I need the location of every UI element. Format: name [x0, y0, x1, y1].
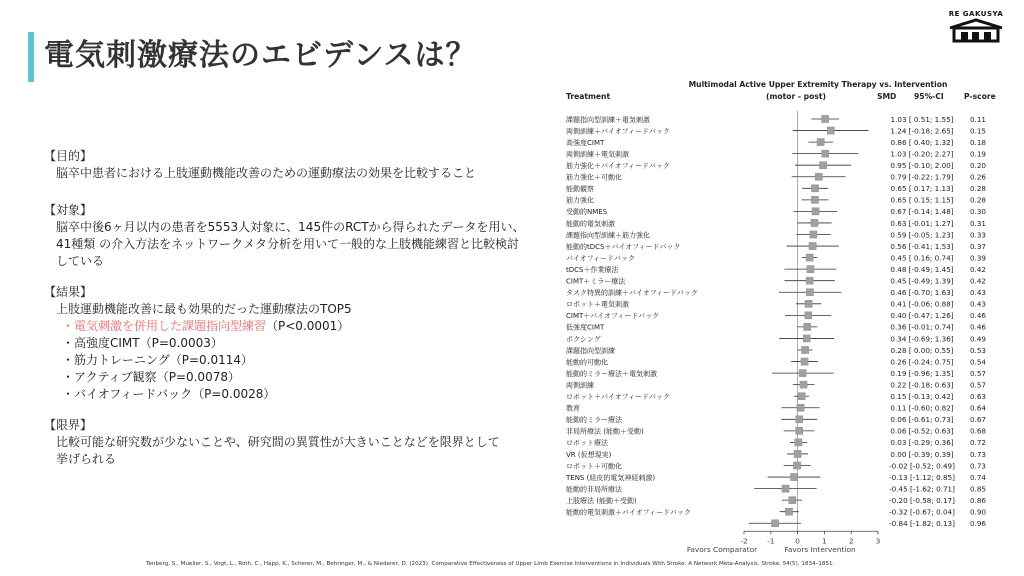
pscore-value: 0.68: [969, 426, 986, 436]
smd-ci-value: 0.59 [-0.05; 1.23]: [890, 230, 954, 240]
treatment-label: 受動的NMES: [566, 208, 608, 217]
smd-ci-value: 0.03 [-0.29; 0.36]: [890, 438, 954, 448]
effect-point: [805, 300, 812, 307]
treatment-label: 能動的非局所療法: [566, 485, 622, 494]
smd-ci-value: -0.32 [-0.67; 0.04]: [889, 507, 955, 517]
chart-title: Multimodal Active Upper Extremity Therapy vs. Intervention: [688, 80, 948, 89]
result-p: （P=0.0028）: [192, 387, 276, 401]
brand-logo: [944, 10, 1008, 48]
smd-ci-value: 0.15 [-0.13; 0.42]: [890, 392, 954, 401]
effect-point: [803, 335, 810, 342]
chart-subtitle: (motor - post): [766, 92, 826, 101]
effect-point: [822, 150, 829, 157]
smd-ci-value: 1.03 [ 0.51; 1.55]: [890, 114, 954, 124]
treatment-label: CIMT＋ミラー療法: [566, 277, 626, 286]
pscore-value: 0.46: [969, 322, 986, 332]
smd-ci-value: 0.28 [ 0.00; 0.55]: [890, 345, 954, 355]
smd-ci-value: 0.86 [ 0.40; 1.32]: [890, 137, 954, 147]
effect-point: [827, 127, 834, 134]
pscore-value: 0.28: [969, 184, 986, 194]
treatment-label: 課題指向型訓練: [566, 346, 615, 355]
smd-ci-value: -0.13 [-1.12; 0.85]: [889, 472, 955, 482]
x-label-left: Favors Comparator: [686, 545, 758, 554]
effect-point: [801, 358, 808, 365]
treatment-label: 能動的ミラー療法: [566, 416, 622, 425]
result-item: [62, 335, 544, 352]
smd-ci-value: 0.95 [-0.10; 2.00]: [890, 161, 954, 170]
limits-heading: 【限界】: [44, 418, 93, 432]
x-tick-label: -1: [767, 536, 775, 546]
result-item: [62, 386, 544, 403]
page-title: 電気刺激療法のエビデンスは？: [44, 38, 477, 73]
result-name: ・バイオフィードバック: [62, 387, 193, 401]
x-tick-label: 3: [875, 536, 881, 546]
smd-ci-value: 0.65 [ 0.15; 1.15]: [890, 195, 954, 205]
result-item: [62, 352, 544, 369]
treatment-label: ボクシング: [566, 335, 601, 344]
forest-plot: [560, 78, 1016, 558]
treatment-label: 上肢療法 (能動＋受動): [566, 496, 637, 505]
pscore-value: 0.26: [969, 172, 986, 182]
effect-point: [782, 485, 789, 492]
smd-ci-value: 0.45 [ 0.16; 0.74]: [890, 253, 954, 263]
treatment-label: タスク特異的訓練＋バイオフィードバック: [566, 289, 698, 298]
pscore-value: 0.20: [969, 161, 986, 170]
summary-text: [44, 148, 544, 468]
house-icon: [944, 18, 1008, 44]
smd-ci-value: 0.79 [-0.22; 1.79]: [890, 172, 954, 182]
treatment-label: 筋力強化＋可動化: [566, 173, 622, 182]
smd-ci-value: 0.34 [-0.69; 1.36]: [890, 334, 954, 344]
pscore-value: 0.53: [969, 345, 986, 355]
pscore-value: 0.43: [969, 288, 986, 298]
effect-point: [806, 254, 813, 261]
pscore-value: 0.57: [969, 380, 986, 390]
result-p: （P=0.0003）: [139, 336, 223, 350]
effect-point: [811, 196, 818, 203]
pscore-value: 0.30: [969, 207, 986, 217]
target-heading: 【対象】: [44, 203, 93, 217]
treatment-label: ロボット＋バイオフィードバック: [566, 393, 670, 401]
pscore-value: 0.96: [969, 519, 986, 529]
target-line: 脳卒中後6ヶ月以内の患者を5553人対象に、145件のRCTから得られたデータを用い、: [56, 220, 525, 234]
treatment-label: 両側訓練＋バイオフィードバック: [566, 127, 670, 136]
smd-ci-value: -0.20 [-0.58; 0.17]: [889, 495, 955, 505]
column-header-pscore: P-score: [964, 92, 996, 101]
smd-ci-value: 0.40 [-0.47; 1.26]: [890, 311, 954, 321]
effect-point: [789, 497, 796, 504]
treatment-label: 筋力強化＋バイオフィードバック: [566, 162, 670, 170]
smd-ci-value: 0.22 [-0.18; 0.63]: [890, 380, 954, 390]
pscore-value: 0.90: [969, 507, 986, 517]
pscore-value: 0.72: [969, 438, 986, 448]
pscore-value: 0.86: [969, 495, 986, 505]
treatment-label: 筋力強化: [566, 196, 594, 205]
effect-point: [794, 450, 801, 457]
effect-point: [800, 381, 807, 388]
effect-point: [822, 115, 829, 122]
treatment-label: 両側訓練＋電気刺激: [566, 150, 629, 159]
x-axis: [740, 531, 880, 545]
pscore-value: 0.18: [969, 137, 986, 147]
effect-point: [806, 289, 813, 296]
pscore-value: 0.63: [969, 392, 986, 401]
effect-point: [809, 242, 816, 249]
smd-ci-value: 0.45 [-0.49; 1.39]: [890, 276, 954, 286]
x-tick-label: 1: [822, 536, 827, 546]
treatment-label: VR (仮想現実): [566, 450, 612, 459]
smd-ci-value: 0.67 [-0.14; 1.48]: [890, 207, 954, 217]
pscore-value: 0.31: [969, 218, 986, 228]
pscore-value: 0.43: [969, 299, 986, 309]
pscore-value: 0.67: [969, 415, 986, 425]
column-header-treatment: Treatment: [566, 92, 611, 101]
effect-point: [806, 277, 813, 284]
smd-ci-value: 1.24 [-0.18; 2.65]: [890, 126, 954, 136]
results-intro: 上肢運動機能改善に最も効果的だった運動療法のTOP5: [56, 302, 352, 316]
smd-ci-value: 0.00 [-0.39; 0.39]: [890, 449, 954, 459]
result-name: ・筋力トレーニング: [62, 353, 170, 367]
effect-point: [810, 231, 817, 238]
pscore-value: 0.74: [969, 472, 986, 482]
x-tick-label: 2: [848, 536, 854, 546]
smd-ci-value: 0.26 [-0.24; 0.75]: [890, 357, 954, 367]
result-name: ・高強度CIMT: [62, 336, 140, 350]
x-tick-label: 0: [795, 536, 800, 546]
effect-point: [797, 404, 804, 411]
effect-point: [805, 312, 812, 319]
treatment-label: 能動観察: [566, 185, 594, 194]
pscore-value: 0.28: [969, 195, 986, 205]
pscore-value: 0.85: [969, 484, 986, 494]
result-p: （P<0.0001）: [266, 319, 350, 333]
smd-ci-value: 1.03 [-0.20; 2.27]: [890, 149, 954, 159]
treatment-label: 能動的電気刺激＋バイオフィードバック: [566, 508, 691, 517]
treatment-label: tDCS＋作業療法: [566, 265, 619, 274]
pscore-value: 0.11: [969, 114, 986, 124]
smd-ci-value: 0.19 [-0.96; 1.35]: [890, 368, 954, 378]
pscore-value: 0.46: [969, 311, 986, 321]
pscore-value: 0.42: [969, 276, 986, 286]
smd-ci-value: 0.41 [-0.06; 0.88]: [890, 299, 954, 309]
effect-point: [791, 473, 798, 480]
treatment-label: 高強度CIMT: [566, 138, 605, 147]
treatment-label: TENS (経皮的電気神経刺激): [566, 473, 656, 482]
purpose-text: 脳卒中患者における上肢運動機能改善のための運動療法の効果を比較すること: [56, 166, 477, 180]
result-p: （P=0.0078）: [156, 370, 240, 384]
column-header-smd: SMD: [877, 92, 897, 101]
effect-point: [815, 173, 822, 180]
effect-point: [807, 266, 814, 273]
smd-ci-value: -0.02 [-0.52; 0.49]: [889, 461, 955, 471]
effect-point: [812, 208, 819, 215]
citation: Tenberg, S., Mueller, S., Vogt, L., Roth, C., Happ, K., Scherer, M., Behringer, M., & Niederer, D. (2023). Comparative Effectiveness of Upper Limb Exercise Interventions in Individuals With Stroke: A Network Meta-Analysis. Stroke, 54(5), 1834–1851.: [146, 561, 835, 567]
treatment-label: 非局所療法 (能動＋受動): [566, 427, 644, 436]
pscore-value: 0.37: [969, 241, 986, 251]
effect-point: [771, 520, 778, 527]
pscore-value: 0.49: [969, 334, 986, 344]
smd-ci-value: 0.65 [ 0.17; 1.13]: [890, 184, 954, 194]
treatment-label: ロボット＋電気刺激: [566, 300, 629, 309]
purpose-section: [44, 148, 544, 182]
x-tick-label: -2: [740, 536, 748, 546]
effect-point: [802, 346, 809, 353]
effect-point: [795, 439, 802, 446]
result-item: [62, 369, 544, 386]
smd-ci-value: -0.84 [-1.82; 0.13]: [889, 519, 955, 529]
forest-rows: [565, 111, 986, 531]
effect-point: [811, 219, 818, 226]
effect-point: [804, 323, 811, 330]
treatment-label: 能動的tDCS＋バイオフィードバック: [566, 242, 681, 251]
result-p: （P=0.0114）: [169, 353, 254, 367]
pscore-value: 0.54: [969, 357, 986, 367]
effect-point: [799, 370, 806, 377]
smd-ci-value: 0.06 [-0.52; 0.63]: [890, 426, 954, 436]
limits-section: [44, 417, 544, 468]
target-line: 41種類 の介入方法をネットワークメタ分析を用いて一般的な上肢機能練習と比較検討: [56, 237, 519, 251]
pscore-value: 0.19: [969, 149, 986, 159]
effect-point: [796, 416, 803, 423]
treatment-label: CIMT＋バイオフィードバック: [566, 312, 660, 321]
results-heading: 【結果】: [44, 285, 93, 299]
treatment-label: 教育: [566, 404, 580, 413]
smd-ci-value: 0.36 [-0.01; 0.74]: [890, 322, 954, 332]
limits-line: 挙げられる: [56, 452, 117, 466]
smd-ci-value: -0.45 [-1.62; 0.71]: [889, 484, 955, 494]
effect-point: [817, 139, 824, 146]
smd-ci-value: 0.48 [-0.49; 1.45]: [890, 264, 954, 274]
pscore-value: 0.39: [969, 253, 986, 263]
treatment-label: 能動的ミラー療法＋電気刺激: [566, 369, 657, 378]
smd-ci-value: 0.06 [-0.61; 0.73]: [890, 415, 954, 425]
treatment-label: 両側訓練: [566, 381, 594, 390]
smd-ci-value: 0.63 [-0.01; 1.27]: [890, 218, 954, 228]
target-section: [44, 202, 544, 270]
treatment-label: 低強度CIMT: [566, 323, 605, 332]
pscore-value: 0.15: [969, 126, 986, 136]
treatment-label: ロボット＋可動化: [566, 462, 622, 471]
result-name-highlight: ・電気刺激を併用した課題指向型練習: [62, 319, 267, 333]
effect-point: [785, 508, 792, 515]
smd-ci-value: 0.11 [-0.60; 0.82]: [890, 403, 954, 413]
treatment-label: 課題指向型訓練＋筋力強化: [566, 231, 650, 240]
purpose-heading: 【目的】: [44, 149, 93, 163]
effect-point: [819, 162, 826, 169]
effect-point: [793, 462, 800, 469]
pscore-value: 0.42: [969, 264, 986, 274]
treatment-label: バイオフィードバック: [566, 254, 635, 263]
effect-point: [798, 393, 805, 400]
pscore-value: 0.64: [969, 403, 986, 413]
pscore-value: 0.73: [969, 449, 986, 459]
pscore-value: 0.33: [969, 230, 986, 240]
title-accent-bar: [28, 32, 34, 82]
treatment-label: ロボット療法: [566, 439, 608, 448]
treatment-label: 能動的電気刺激: [566, 219, 615, 228]
treatment-label: 課題指向型訓練＋電気刺激: [566, 115, 650, 124]
smd-ci-value: 0.46 [-0.70; 1.63]: [890, 288, 954, 298]
smd-ci-value: 0.56 [-0.41; 1.53]: [890, 241, 954, 251]
logo-text: RE GAKUSYA: [948, 10, 1004, 18]
result-item: [62, 318, 544, 335]
effect-point: [811, 185, 818, 192]
treatment-label: 能動的可動化: [566, 358, 608, 367]
result-name: ・アクティブ観察: [62, 370, 157, 384]
target-line: している: [56, 254, 105, 268]
results-section: [44, 284, 544, 403]
x-label-right: Favors Intervention: [784, 545, 856, 554]
pscore-value: 0.57: [969, 368, 986, 378]
effect-point: [796, 427, 803, 434]
column-header-ci: 95%-CI: [914, 92, 944, 101]
limits-line: 比較可能な研究数が少ないことや、研究間の異質性が大きいことなどを限界として: [56, 435, 500, 449]
pscore-value: 0.73: [969, 461, 986, 471]
